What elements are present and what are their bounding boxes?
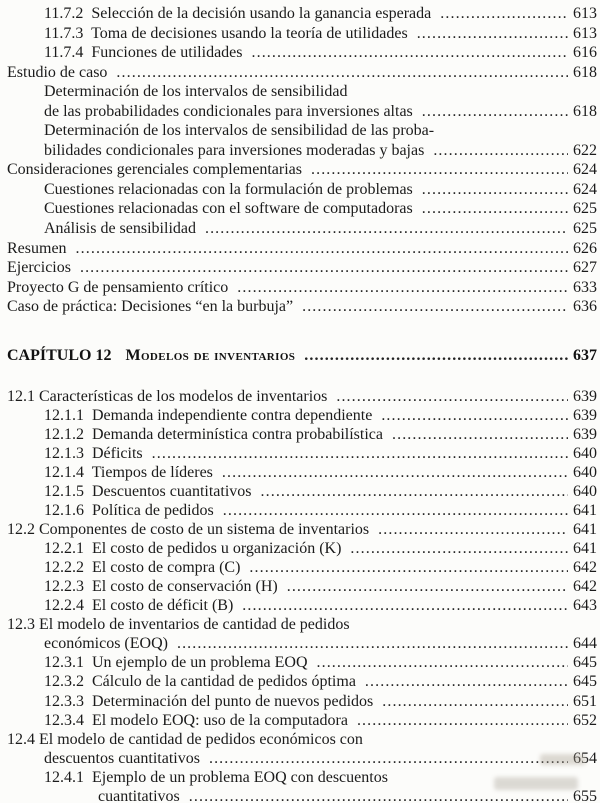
page-number: 625: [573, 200, 597, 218]
page-number: 651: [573, 692, 597, 710]
toc-entry: [0, 596, 597, 615]
page-number: 645: [573, 673, 597, 691]
page-number: 652: [573, 711, 597, 729]
toc-entry-text: 12.2.1 El costo de pedidos u organización (K): [44, 540, 342, 558]
toc-entry: [0, 258, 597, 278]
toc-entry-text: 12.3 El modelo de inventarios de cantidad de pedidos: [7, 616, 350, 634]
toc-entry-text: bilidades condicionales para inversiones moderadas y bajas: [44, 141, 425, 159]
dot-leader: [152, 444, 568, 463]
toc-entry-text: 12.3.1 Un ejemplo de un problema EOQ: [44, 654, 308, 672]
toc-entry: [0, 692, 597, 711]
page-number: 644: [573, 635, 597, 653]
dot-leader: [222, 463, 568, 482]
toc-entry: [0, 82, 597, 102]
dot-leader: [311, 160, 568, 180]
toc-entry-text: Cuestiones relacionadas con la formulación de problemas: [44, 180, 413, 198]
page-number: 642: [573, 578, 597, 596]
dot-leader: [116, 63, 568, 83]
page-number: 641: [573, 502, 597, 520]
toc-section-chapter-11-end: [0, 4, 597, 317]
toc-entry: [0, 539, 597, 558]
dot-leader: [433, 141, 568, 161]
dot-leader: [302, 297, 568, 317]
page-number: 643: [573, 597, 597, 615]
toc-entry-text: 12.2.4 El costo de déficit (B): [44, 597, 234, 615]
page-number: 618: [573, 63, 597, 81]
toc-entry-text: Determinación de los intervalos de sensibilidad: [44, 83, 348, 101]
dot-leader: [189, 787, 568, 803]
dot-leader: [304, 346, 568, 366]
page-number: 640: [573, 444, 597, 462]
dot-leader: [209, 749, 568, 768]
toc-entry: [0, 239, 597, 259]
page-number: 636: [573, 298, 597, 316]
chapter-heading-block: [0, 346, 597, 366]
page-number: 613: [573, 24, 597, 42]
toc-entry-text: 12.2.3 El costo de conservación (H): [44, 578, 278, 596]
page-number: 613: [573, 5, 597, 22]
toc-entry: [0, 711, 597, 730]
dot-leader: [382, 692, 568, 711]
toc-entry-text: Análisis de sensibilidad: [44, 220, 196, 238]
toc-entry: [0, 653, 597, 672]
toc-entry-text: económicos (EOQ): [44, 635, 168, 653]
dot-leader: [252, 43, 569, 63]
dot-leader: [223, 501, 568, 520]
page-number: 618: [573, 102, 597, 120]
dot-leader: [205, 219, 568, 239]
page-number: 639: [573, 387, 597, 405]
toc-entry-text: 12.3.2 Cálculo de la cantidad de pedidos óptima: [44, 673, 356, 691]
page-number: 654: [573, 749, 597, 767]
toc-entry-text: 12.1 Características de los modelos de inventarios: [7, 387, 328, 405]
toc-entry-text: Proyecto G de pensamiento crítico: [7, 278, 229, 296]
toc-entry-text: 12.3.4 El modelo EOQ: uso de la computadora: [44, 711, 348, 729]
toc-entry: [0, 4, 597, 24]
dot-leader: [440, 4, 568, 24]
toc-entry: [0, 615, 597, 634]
toc-entry: [0, 63, 597, 83]
dot-leader: [317, 653, 569, 672]
toc-entry-text: 12.4 El modelo de cantidad de pedidos económicos con: [7, 730, 363, 748]
chapter-page-number: 637: [573, 346, 597, 364]
page-number: 616: [573, 44, 597, 62]
toc-entry-text: 12.1.3 Déficits: [44, 444, 143, 462]
toc-entry: [0, 558, 597, 577]
toc-entry-text: Consideraciones gerenciales complementarias: [7, 161, 302, 179]
dot-leader: [365, 672, 568, 691]
dot-leader: [392, 425, 568, 444]
toc-entry: [0, 160, 597, 180]
toc-entry-text: de las probabilidades condicionales para inversiones altas: [44, 102, 413, 120]
toc-entry: [0, 219, 597, 239]
dot-leader: [422, 102, 568, 122]
toc-entry-text: Ejercicios: [7, 259, 71, 277]
toc-entry-text: 12.3.3 Determinación del punto de nuevos pedidos: [44, 692, 374, 710]
toc-entry: [0, 730, 597, 749]
dot-leader: [261, 482, 568, 501]
dot-leader: [242, 596, 568, 615]
dot-leader: [381, 406, 568, 425]
page-number: 642: [573, 559, 597, 577]
toc-entry: [0, 444, 597, 463]
page-number: 640: [573, 463, 597, 481]
page-number: 641: [573, 540, 597, 558]
dot-leader: [378, 520, 568, 539]
chapter-title: Modelos de inventarios: [125, 346, 296, 364]
toc-entry-text: 12.1.2 Demanda determinística contra probabilística: [44, 425, 383, 443]
toc-entry-text: 12.1.6 Política de pedidos: [44, 502, 214, 520]
toc-entry: [0, 297, 597, 317]
toc-entry: [0, 768, 597, 787]
page-number: 626: [573, 239, 597, 257]
toc-section-chapter-12: [0, 387, 597, 803]
page-number: 624: [573, 161, 597, 179]
toc-entry-text: Caso de práctica: Decisiones “en la burbuja”: [7, 298, 294, 316]
dot-leader: [177, 634, 568, 653]
toc-entry-text: descuentos cuantitativos: [44, 749, 200, 767]
toc-entry-text: 12.1.4 Tiempos de líderes: [44, 463, 213, 481]
toc-entry-text: 12.2 Componentes de costo de un sistema de inventarios: [7, 521, 370, 539]
page-number: 624: [573, 180, 597, 198]
chapter-heading-row: [0, 346, 597, 366]
toc-entry-text: cuantitativos: [98, 787, 180, 803]
dot-leader: [422, 199, 568, 219]
toc-entry: [0, 577, 597, 596]
toc-entry: [0, 102, 597, 122]
page-number: 639: [573, 425, 597, 443]
dot-leader: [350, 539, 568, 558]
toc-entry: [0, 634, 597, 653]
dot-leader: [357, 711, 568, 730]
page-number: 639: [573, 406, 597, 424]
toc-entry: [0, 199, 597, 219]
toc-entry: [0, 463, 597, 482]
toc-entry: [0, 43, 597, 63]
toc-entry-text: Estudio de caso: [7, 63, 108, 81]
dot-leader: [287, 577, 568, 596]
chapter-heading-text: [7, 346, 295, 366]
page-number: 655: [573, 787, 597, 803]
toc-entry: [0, 180, 597, 200]
chapter-label: CAPÍTULO 12: [7, 346, 112, 364]
page-number: 625: [573, 220, 597, 238]
toc-entry: [0, 482, 597, 501]
toc-entry-text: Cuestiones relacionadas con el software de computadoras: [44, 200, 413, 218]
toc-entry: [0, 749, 597, 768]
dot-leader: [417, 24, 568, 44]
toc-entry: [0, 672, 597, 691]
toc-entry: [0, 278, 597, 298]
toc-entry: [0, 520, 597, 539]
dot-leader: [336, 387, 568, 406]
dot-leader: [80, 258, 568, 278]
page-number: 640: [573, 482, 597, 500]
toc-entry-text: 12.2.2 El costo de compra (C): [44, 559, 241, 577]
dot-leader: [249, 558, 568, 577]
toc-entry-text: 12.4.1 Ejemplo de un problema EOQ con descuentos: [44, 768, 388, 786]
page-number: 633: [573, 278, 597, 296]
toc-entry: [0, 501, 597, 520]
toc-entry: [0, 787, 597, 803]
toc-entry-text: 11.7.2 Selección de la decisión usando la ganancia esperada: [44, 5, 432, 22]
page-number: 622: [573, 141, 597, 159]
toc-entry-text: 12.1.1 Demanda independiente contra dependiente: [44, 406, 373, 424]
toc-entry: [0, 24, 597, 44]
toc-entry-text: Determinación de los intervalos de sensibilidad de las proba-: [44, 122, 435, 140]
toc-entry: [0, 387, 597, 406]
toc-entry-text: 11.7.4 Funciones de utilidades: [44, 44, 243, 62]
toc-entry: [0, 406, 597, 425]
toc-entry-text: Resumen: [7, 239, 67, 257]
page-number: 641: [573, 521, 597, 539]
dot-leader: [76, 239, 568, 259]
dot-leader: [422, 180, 568, 200]
page-number: 627: [573, 259, 597, 277]
dot-leader: [237, 278, 568, 298]
toc-entry: [0, 121, 597, 141]
toc-entry: [0, 141, 597, 161]
page-number: 645: [573, 654, 597, 672]
toc-entry-text: 11.7.3 Toma de decisiones usando la teoría de utilidades: [44, 24, 408, 42]
toc-entry: [0, 425, 597, 444]
toc-entry-text: 12.1.5 Descuentos cuantitativos: [44, 482, 252, 500]
